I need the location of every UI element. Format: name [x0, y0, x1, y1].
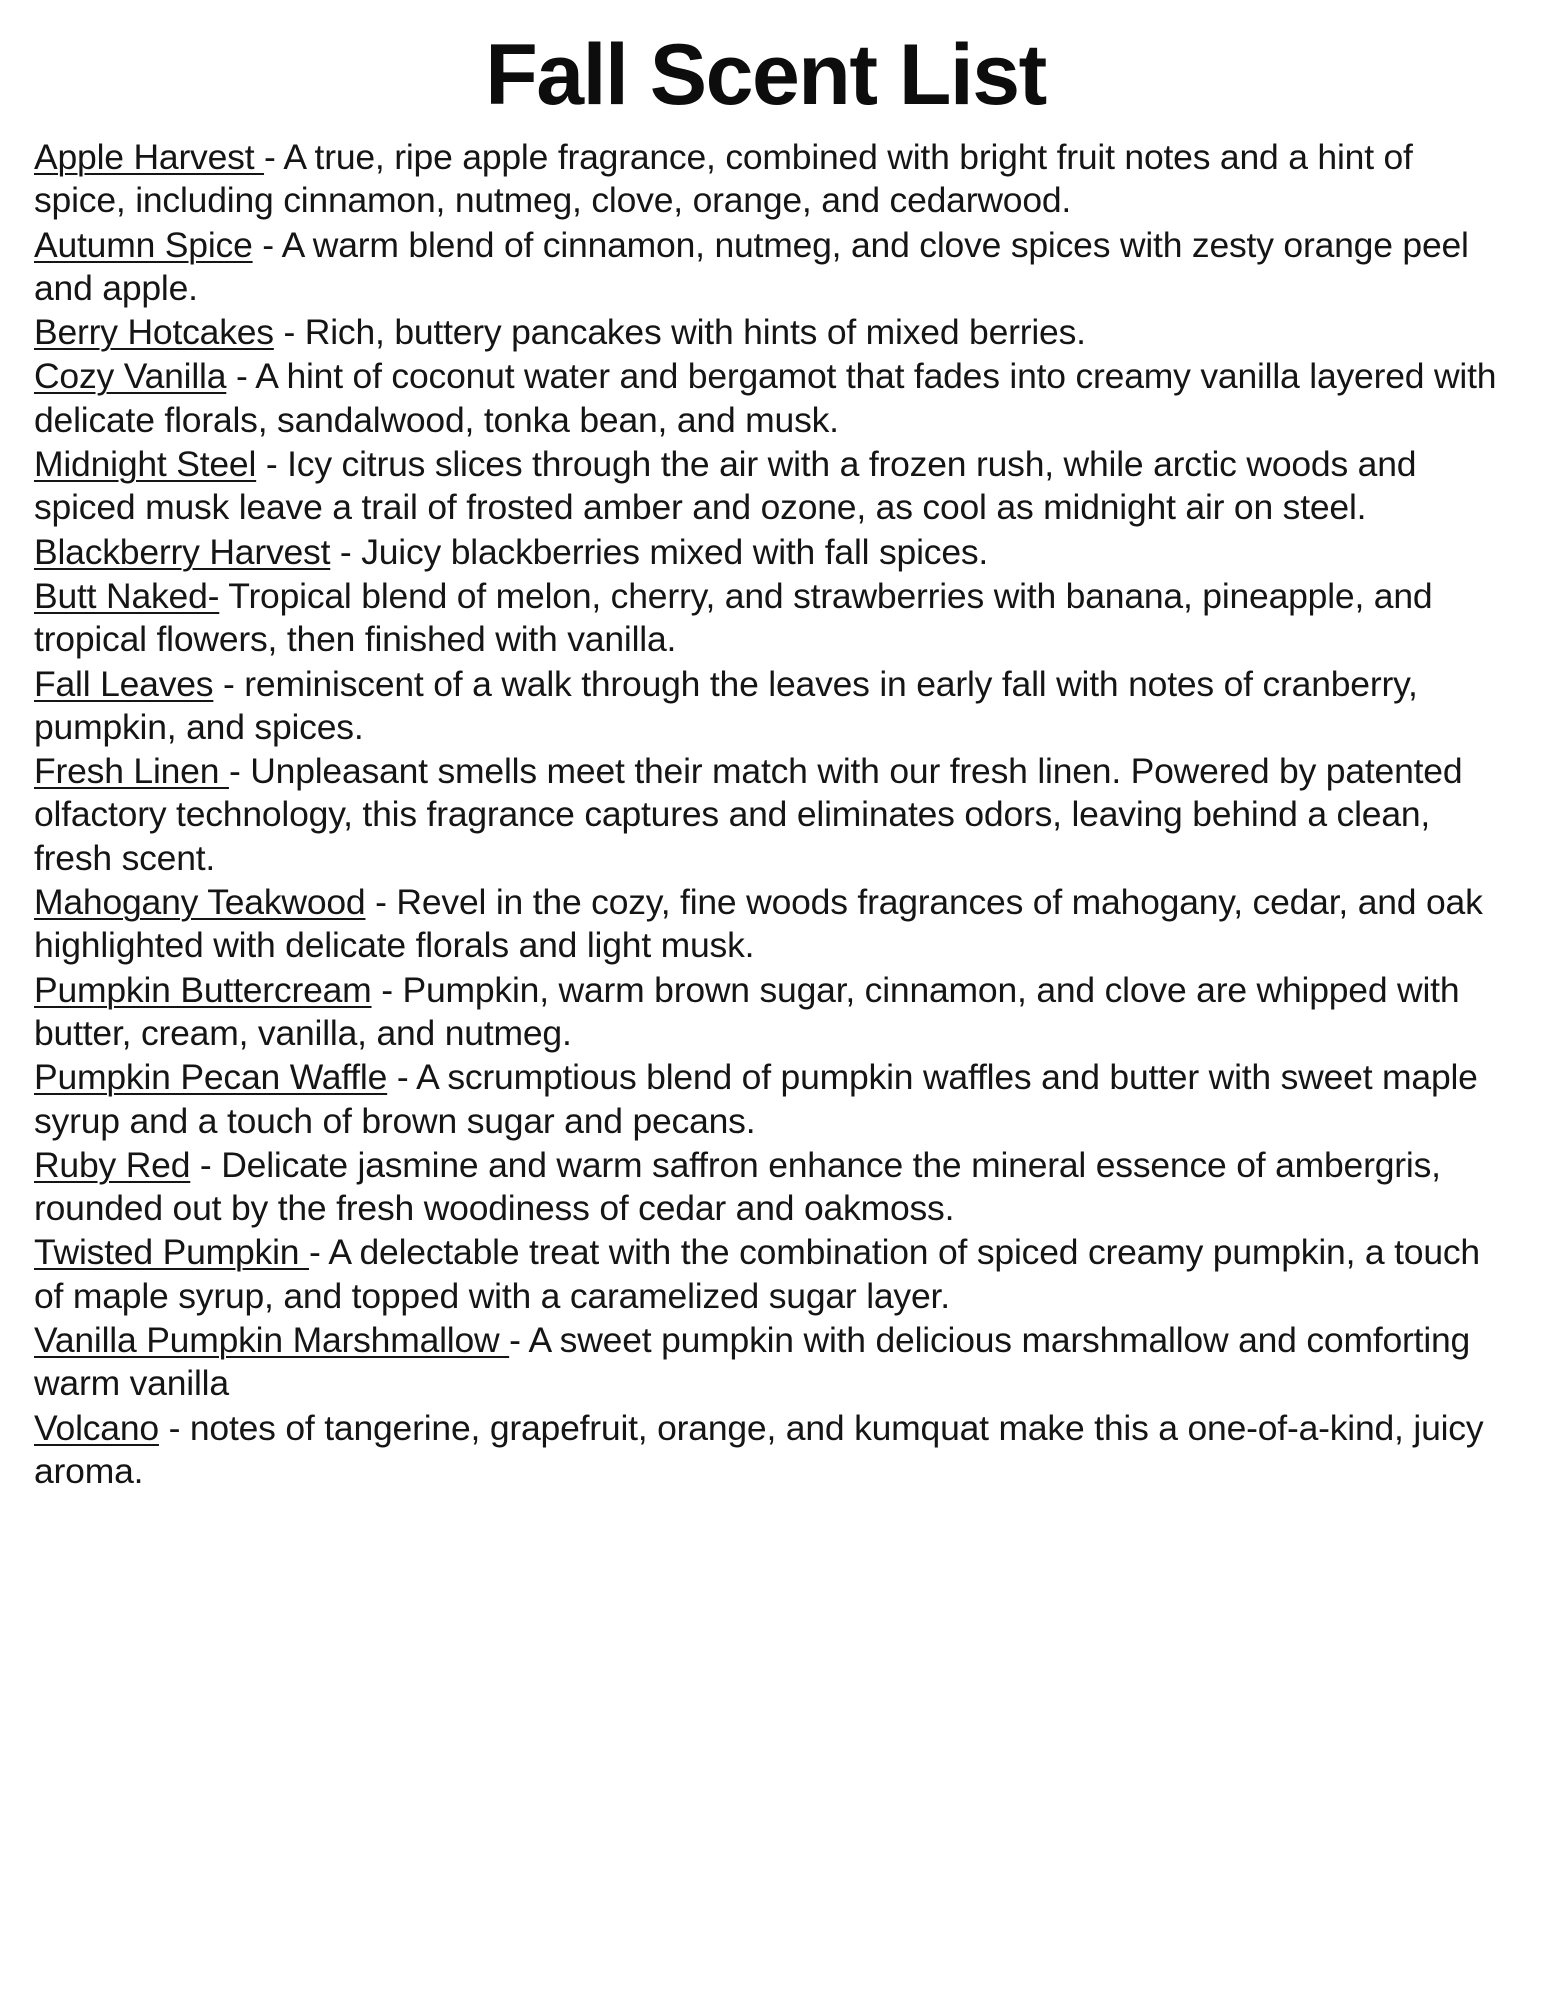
- scent-name: Ruby Red: [34, 1144, 191, 1185]
- scent-description: - Unpleasant smells meet their match with our fresh linen. Powered by patented olfactory technology, this fragrance captures and eliminates odors, leaving behind a clean, fresh scent.: [34, 751, 1473, 878]
- scent-list: [34, 136, 1506, 1493]
- scent-description: - Icy citrus slices through the air with a frozen rush, while arctic woods and spiced musk leave a trail of frosted amber and ozone, as cool as midnight air on steel.: [34, 444, 1426, 528]
- list-item: [34, 750, 1497, 880]
- list-item: [34, 311, 1497, 354]
- scent-name: Pumpkin Buttercream: [34, 969, 372, 1010]
- scent-description: - Revel in the cozy, fine woods fragrances of mahogany, cedar, and oak highlighted with delicate florals and light musk.: [34, 882, 1493, 966]
- list-item: [34, 575, 1497, 662]
- scent-name: Butt Naked-: [34, 575, 220, 616]
- scent-description: - A warm blend of cinnamon, nutmeg, and clove spices with zesty orange peel and apple.: [34, 224, 1479, 308]
- scent-description: Tropical blend of melon, cherry, and strawberries with banana, pineapple, and tropical flowers, then finished with vanilla.: [34, 575, 1443, 660]
- scent-description: - Delicate jasmine and warm saffron enhance the mineral essence of ambergris, rounded out by the fresh woodiness of cedar and oakmoss.: [34, 1144, 1451, 1229]
- scent-description: - A true, ripe apple fragrance, combined with bright fruit notes and a hint of spice, including cinnamon, nutmeg, clove, orange, and cedarwood.: [34, 137, 1423, 221]
- scent-name: Pumpkin Pecan Waffle: [34, 1057, 388, 1098]
- scent-description: - Rich, buttery pancakes with hints of mixed berries.: [273, 312, 1086, 353]
- scent-name: Twisted Pumpkin: [34, 1232, 309, 1273]
- scent-description: - A hint of coconut water and bergamot that fades into creamy vanilla layered with delicate florals, sandalwood, tonka bean, and musk.: [34, 356, 1506, 440]
- list-item: [34, 881, 1497, 968]
- list-item: [34, 224, 1497, 311]
- list-item: [34, 1056, 1497, 1143]
- scent-description: - A sweet pumpkin with delicious marshmallow and comforting warm vanilla: [34, 1320, 1480, 1404]
- list-item: [34, 531, 1497, 574]
- scent-description: - reminiscent of a walk through the leaves in early fall with notes of cranberry, pumpkin, and spices.: [34, 663, 1428, 747]
- list-item: [34, 443, 1497, 530]
- scent-description: - A delectable treat with the combination of spiced creamy pumpkin, a touch of maple syrup, and topped with a caramelized sugar layer.: [34, 1232, 1490, 1316]
- scent-description: - A scrumptious blend of pumpkin waffles and butter with sweet maple syrup and a touch of brown sugar and pecans.: [34, 1057, 1488, 1141]
- list-item: [34, 1319, 1497, 1406]
- scent-name: Cozy Vanilla: [34, 356, 227, 397]
- list-item: [34, 355, 1506, 442]
- scent-name: Mahogany Teakwood: [34, 882, 366, 923]
- list-item: [34, 663, 1497, 750]
- scent-name: Fresh Linen: [34, 751, 229, 792]
- scent-name: Berry Hotcakes: [34, 312, 274, 353]
- scent-name: Volcano: [34, 1407, 159, 1448]
- scent-name: Blackberry Harvest: [34, 531, 331, 572]
- page-title: Fall Scent List: [485, 27, 1046, 123]
- scent-name: Vanilla Pumpkin Marshmallow: [34, 1320, 510, 1361]
- scent-name: Apple Harvest: [34, 137, 265, 177]
- scent-description: - Juicy blackberries mixed with fall spices.: [330, 531, 989, 572]
- scent-description: - Pumpkin, warm brown sugar, cinnamon, and clove are whipped with butter, cream, vanilla, and nutmeg.: [34, 969, 1470, 1053]
- list-item: [34, 1231, 1497, 1318]
- list-item: [34, 969, 1497, 1056]
- scent-name: Midnight Steel: [34, 444, 257, 485]
- list-item: [34, 1144, 1497, 1231]
- scent-description: - notes of tangerine, grapefruit, orange, and kumquat make this a one-of-a-kind, juicy aroma.: [34, 1407, 1494, 1491]
- list-item: [34, 1407, 1497, 1494]
- scent-name: Fall Leaves: [34, 663, 214, 704]
- scent-name: Autumn Spice: [34, 224, 253, 265]
- list-item: [34, 136, 1497, 223]
